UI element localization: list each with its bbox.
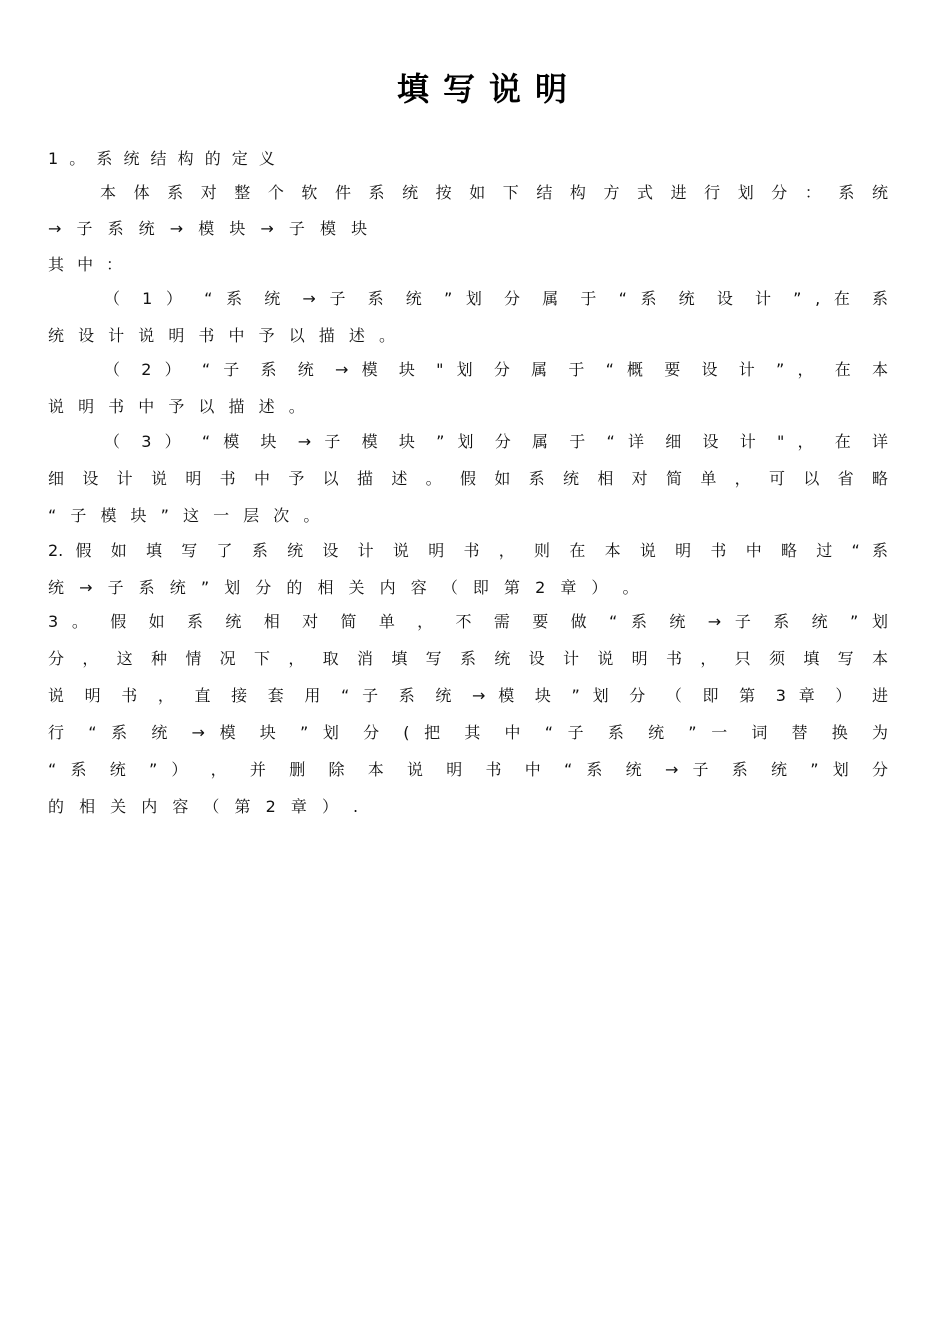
list-item-3-line: 细 设 计 说 明 书 中 予 以 描 述 。 假 如 系 统 相 对 简 单 ， 可 以 省 略 xyxy=(48,469,888,488)
section-2-line: 2. 假 如 填 写 了 系 统 设 计 说 明 书 ， 则 在 本 说 明 书 中 略 过 “ 系 xyxy=(48,541,888,560)
list-item-2-line: 说 明 书 中 予 以 描 述 。 xyxy=(48,397,305,416)
section-3-line: “ 系 统 ” ） ， 并 删 除 本 说 明 书 中 “ 系 统 → 子 系 统 ” 划 分 xyxy=(48,760,888,779)
document-title: 填写说明 xyxy=(396,70,581,108)
paragraph-line: → 子 系 统 → 模 块 → 子 模 块 xyxy=(48,219,368,238)
section-3-line: 行 “ 系 统 → 模 块 ” 划 分 ( 把 其 中 “ 子 系 统 ” 一 词 替 换 为 xyxy=(48,723,888,742)
list-item-3-line: “ 子 模 块 ” 这 一 层 次 。 xyxy=(48,506,320,525)
section-3-line: 分 ， 这 种 情 况 下 ， 取 消 填 写 系 统 设 计 说 明 书 ， 只 须 填 写 本 xyxy=(48,649,888,668)
list-item-1-line: （ 1 ） “ 系 统 → 子 系 统 ” 划 分 属 于 “ 系 统 设 计 ” , 在 系 xyxy=(104,289,888,308)
list-item-1-line: 统 设 计 说 明 书 中 予 以 描 述 。 xyxy=(48,326,395,345)
list-item-3-line: （ 3 ） “ 模 块 → 子 模 块 ” 划 分 属 于 “ 详 细 设 计 " ， 在 详 xyxy=(104,432,888,451)
section-3-line: 3 。 假 如 系 统 相 对 简 单 ， 不 需 要 做 “ 系 统 → 子 系 统 ” 划 xyxy=(48,612,888,631)
section-1-heading: 1 。 系 统 结 构 的 定 义 xyxy=(48,149,275,168)
section-2-line: 统 → 子 系 统 ” 划 分 的 相 关 内 容 （ 即 第 2 章 ） 。 xyxy=(48,578,639,597)
section-3-line: 说 明 书 ， 直 接 套 用 “ 子 系 统 → 模 块 ” 划 分 （ 即 第 3 章 ） 进 xyxy=(48,686,888,705)
paragraph-line: 本 体 系 对 整 个 软 件 系 统 按 如 下 结 构 方 式 进 行 划 分 ： 系 统 xyxy=(100,183,888,202)
section-3-line: 的 相 关 内 容 （ 第 2 章 ） . xyxy=(48,797,359,816)
paragraph-line: 其 中 ： xyxy=(48,255,123,274)
list-item-2-line: （ 2 ） “ 子 系 统 → 模 块 " 划 分 属 于 “ 概 要 设 计 ” ， 在 本 xyxy=(104,360,888,379)
